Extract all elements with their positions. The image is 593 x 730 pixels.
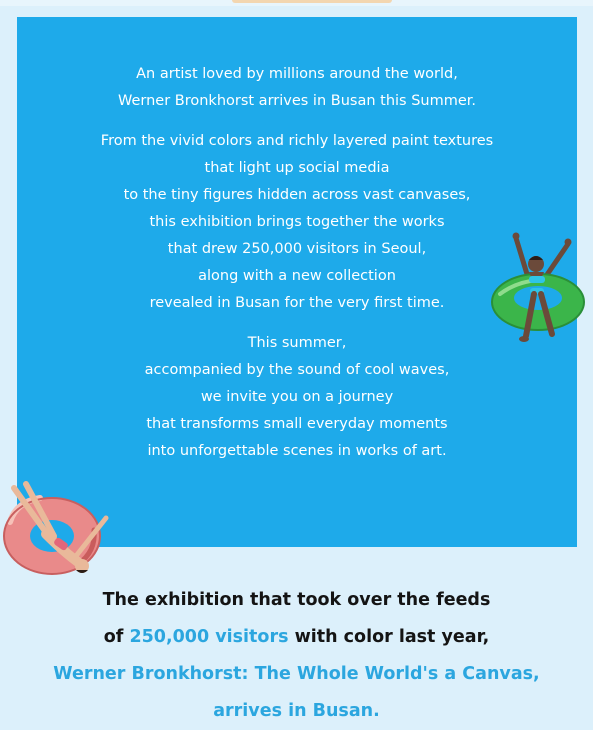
text-line: this exhibition brings together the works [149, 214, 445, 230]
intro-paragraph-3 [17, 330, 577, 465]
text-line: that drew 250,000 visitors in Seoul, [167, 241, 427, 257]
text-line: into unforgettable scenes in works of art. [147, 443, 447, 459]
headline-line-2-suffix: with color last year, [288, 627, 490, 647]
headline-block [0, 582, 593, 730]
text-line: Werner Bronkhorst arrives in Busan this Summer. [117, 93, 477, 109]
top-accent-bar [232, 0, 392, 3]
text-line: An artist loved by millions around the world, [136, 66, 458, 82]
green-swim-ring-figure-illustration [486, 222, 586, 344]
text-line: that light up social media [204, 160, 390, 176]
intro-paragraph-1 [17, 61, 577, 115]
headline-line-2 [0, 619, 593, 656]
headline-line-1: The exhibition that took over the feeds [102, 590, 491, 610]
top-strip [0, 0, 593, 6]
headline-line-2-prefix: of [103, 627, 130, 647]
headline-line-4: arrives in Busan. [213, 701, 380, 721]
text-line: to the tiny figures hidden across vast canvases, [123, 187, 471, 203]
exhibition-title: Werner Bronkhorst: The Whole World's a Canvas, [53, 664, 540, 684]
text-line: that transforms small everyday moments [146, 416, 448, 432]
text-line: revealed in Busan for the very first time. [149, 295, 445, 311]
text-line: This summer, [247, 335, 347, 351]
text-line: From the vivid colors and richly layered paint textures [100, 133, 494, 149]
text-line: we invite you on a journey [200, 389, 394, 405]
pink-swim-ring-figure-illustration [0, 478, 122, 586]
visitor-count-highlight: 250,000 visitors [129, 627, 289, 647]
text-line: accompanied by the sound of cool waves, [144, 362, 450, 378]
text-line: along with a new collection [198, 268, 396, 284]
